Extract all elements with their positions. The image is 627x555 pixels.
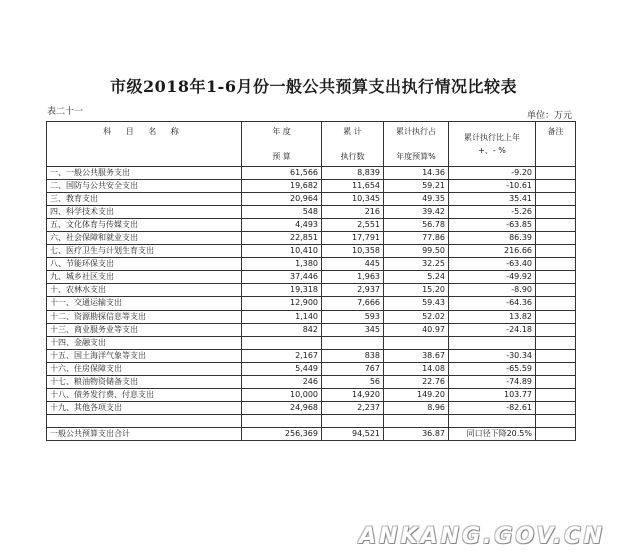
- row-name: 三、教育支出: [47, 193, 242, 206]
- row-ratio: 22.76: [384, 375, 449, 388]
- row-cumulative: 10,345: [322, 193, 384, 206]
- table-row: [47, 245, 576, 258]
- row-ratio: 40.97: [384, 323, 449, 336]
- table-row: [47, 193, 576, 206]
- table-row: [47, 323, 576, 336]
- table-row: [47, 388, 576, 401]
- row-budget: 246: [242, 375, 322, 388]
- row-name: 六、社会保障和就业支出: [47, 232, 242, 245]
- row-cumulative: 2,551: [322, 219, 384, 232]
- row-yoy: 35.41: [449, 193, 536, 206]
- table-row: [47, 297, 576, 310]
- page-title: 市级2018年1-6月份一般公共预算支出执行情况比较表: [110, 77, 517, 96]
- header-ratio-top: 累计执行占: [396, 127, 436, 136]
- row-note: [536, 284, 576, 297]
- header-cumulative-bottom: 执行数: [340, 152, 365, 161]
- row-yoy: -63.85: [449, 219, 536, 232]
- row-cumulative: [322, 336, 384, 349]
- row-budget: 548: [242, 206, 322, 219]
- row-ratio: 99.50: [384, 245, 449, 258]
- row-cumulative: 8,839: [322, 167, 384, 180]
- row-budget: 22,851: [242, 232, 322, 245]
- row-ratio: 52.02: [384, 310, 449, 323]
- row-budget: [242, 336, 322, 349]
- header-subject: 科 目 名 称: [47, 122, 242, 167]
- spacer-row: [47, 414, 576, 427]
- total-cumulative: 94,521: [322, 427, 384, 440]
- table-row: [47, 206, 576, 219]
- row-yoy: -49.92: [449, 271, 536, 284]
- row-budget: 12,900: [242, 297, 322, 310]
- total-yoy: 同口径下降20.5%: [449, 427, 536, 440]
- row-cumulative: 10,358: [322, 245, 384, 258]
- row-yoy: -63.40: [449, 258, 536, 271]
- row-note: [536, 362, 576, 375]
- row-yoy: -64.36: [449, 297, 536, 310]
- budget-table: [46, 121, 576, 441]
- row-yoy: -65.59: [449, 362, 536, 375]
- row-ratio: [384, 336, 449, 349]
- unit-label: 单位：万元: [526, 111, 572, 121]
- header-budget: [242, 122, 322, 167]
- table-row: [47, 401, 576, 414]
- row-budget: 842: [242, 323, 322, 336]
- row-yoy: -30.34: [449, 349, 536, 362]
- row-note: [536, 193, 576, 206]
- row-cumulative: 838: [322, 349, 384, 362]
- row-yoy: 86.39: [449, 232, 536, 245]
- header-row: [47, 122, 576, 167]
- total-row: [47, 427, 576, 440]
- row-cumulative: 56: [322, 375, 384, 388]
- row-yoy: -8.90: [449, 284, 536, 297]
- row-note: [536, 401, 576, 414]
- table-row: [47, 336, 576, 349]
- row-ratio: 59.43: [384, 297, 449, 310]
- row-yoy: 103.77: [449, 388, 536, 401]
- row-note: [536, 219, 576, 232]
- header-yoy-bottom: +、- %: [478, 146, 506, 155]
- row-name: 十八、债务发行费、付息支出: [47, 388, 242, 401]
- row-note: [536, 388, 576, 401]
- row-budget: 5,449: [242, 362, 322, 375]
- table-number: 表二十一: [47, 107, 84, 117]
- row-note: [536, 245, 576, 258]
- row-name: 八、节能环保支出: [47, 258, 242, 271]
- row-budget: 1,140: [242, 310, 322, 323]
- row-name: 四、科学技术支出: [47, 206, 242, 219]
- row-name: 十一、交通运输支出: [47, 297, 242, 310]
- total-budget: 256,369: [242, 427, 322, 440]
- row-yoy: -5.26: [449, 206, 536, 219]
- row-note: [536, 310, 576, 323]
- row-cumulative: 14,920: [322, 388, 384, 401]
- row-cumulative: 593: [322, 310, 384, 323]
- row-name: 十六、住房保障支出: [47, 362, 242, 375]
- table-row: [47, 375, 576, 388]
- watermark-logo: ANKANG.GOV.CN: [359, 524, 605, 549]
- row-name: 十、农林水支出: [47, 284, 242, 297]
- row-name: 十二、资源勘探信息等支出: [47, 310, 242, 323]
- row-ratio: 32.25: [384, 258, 449, 271]
- row-budget: 10,000: [242, 388, 322, 401]
- row-ratio: 39.42: [384, 206, 449, 219]
- row-ratio: 14.36: [384, 167, 449, 180]
- row-note: [536, 180, 576, 193]
- row-yoy: 13.82: [449, 310, 536, 323]
- table-row: [47, 349, 576, 362]
- row-name: 十四、金融支出: [47, 336, 242, 349]
- row-ratio: 15.20: [384, 284, 449, 297]
- row-note: [536, 375, 576, 388]
- row-name: 七、医疗卫生与计划生育支出: [47, 245, 242, 258]
- row-ratio: 149.20: [384, 388, 449, 401]
- row-budget: 37,446: [242, 271, 322, 284]
- row-cumulative: 345: [322, 323, 384, 336]
- row-yoy: -82.61: [449, 401, 536, 414]
- total-name: 一般公共预算支出合计: [47, 427, 242, 440]
- row-cumulative: 2,237: [322, 401, 384, 414]
- row-ratio: 14.08: [384, 362, 449, 375]
- row-budget: 2,167: [242, 349, 322, 362]
- row-cumulative: 7,666: [322, 297, 384, 310]
- row-yoy: -24.18: [449, 323, 536, 336]
- row-cumulative: 767: [322, 362, 384, 375]
- row-budget: 20,964: [242, 193, 322, 206]
- row-name: 十三、商业服务业等支出: [47, 323, 242, 336]
- row-name: 十五、国土海洋气象等支出: [47, 349, 242, 362]
- total-note: [536, 427, 576, 440]
- row-name: 五、文化体育与传媒支出: [47, 219, 242, 232]
- header-yoy: [449, 122, 536, 167]
- row-note: [536, 258, 576, 271]
- row-cumulative: 2,937: [322, 284, 384, 297]
- table-row: [47, 232, 576, 245]
- row-name: 九、城乡社区支出: [47, 271, 242, 284]
- row-yoy: -74.89: [449, 375, 536, 388]
- row-ratio: 5.24: [384, 271, 449, 284]
- row-note: [536, 206, 576, 219]
- total-ratio: 36.87: [384, 427, 449, 440]
- table-row: [47, 284, 576, 297]
- row-yoy: [449, 336, 536, 349]
- row-note: [536, 297, 576, 310]
- row-name: 十七、粮油物资储备支出: [47, 375, 242, 388]
- table-row: [47, 180, 576, 193]
- row-note: [536, 167, 576, 180]
- row-cumulative: 17,791: [322, 232, 384, 245]
- row-budget: 19,318: [242, 284, 322, 297]
- header-cumulative: [322, 122, 384, 167]
- row-name: 二、国防与公共安全支出: [47, 180, 242, 193]
- row-note: [536, 349, 576, 362]
- row-budget: 4,493: [242, 219, 322, 232]
- header-budget-top: 年 度: [272, 127, 291, 136]
- header-budget-bottom: 预 算: [272, 152, 291, 161]
- row-ratio: 49.35: [384, 193, 449, 206]
- row-note: [536, 271, 576, 284]
- row-cumulative: 445: [322, 258, 384, 271]
- header-note: 备注: [536, 122, 576, 167]
- row-name: 十九、其他各项支出: [47, 401, 242, 414]
- table-row: [47, 310, 576, 323]
- row-budget: 61,566: [242, 167, 322, 180]
- header-cumulative-top: 累 计: [343, 127, 362, 136]
- row-budget: 19,682: [242, 180, 322, 193]
- row-ratio: 8.96: [384, 401, 449, 414]
- table-row: [47, 219, 576, 232]
- table-row: [47, 271, 576, 284]
- header-yoy-top: 累计执行比上年: [464, 133, 520, 142]
- row-yoy: -10.61: [449, 180, 536, 193]
- row-budget: 24,968: [242, 401, 322, 414]
- row-ratio: 56.78: [384, 219, 449, 232]
- row-cumulative: 216: [322, 206, 384, 219]
- row-cumulative: 1,963: [322, 271, 384, 284]
- row-note: [536, 336, 576, 349]
- row-name: 一、一般公共服务支出: [47, 167, 242, 180]
- header-ratio-bottom: 年度预算%: [396, 152, 436, 161]
- table-row: [47, 362, 576, 375]
- header-ratio: [384, 122, 449, 167]
- row-note: [536, 232, 576, 245]
- row-cumulative: 11,654: [322, 180, 384, 193]
- table-row: [47, 258, 576, 271]
- row-note: [536, 323, 576, 336]
- row-budget: 1,380: [242, 258, 322, 271]
- row-yoy: 216.66: [449, 245, 536, 258]
- row-yoy: -9.20: [449, 167, 536, 180]
- table-row: [47, 167, 576, 180]
- row-ratio: 38.67: [384, 349, 449, 362]
- row-ratio: 77.86: [384, 232, 449, 245]
- row-ratio: 59.21: [384, 180, 449, 193]
- row-budget: 10,410: [242, 245, 322, 258]
